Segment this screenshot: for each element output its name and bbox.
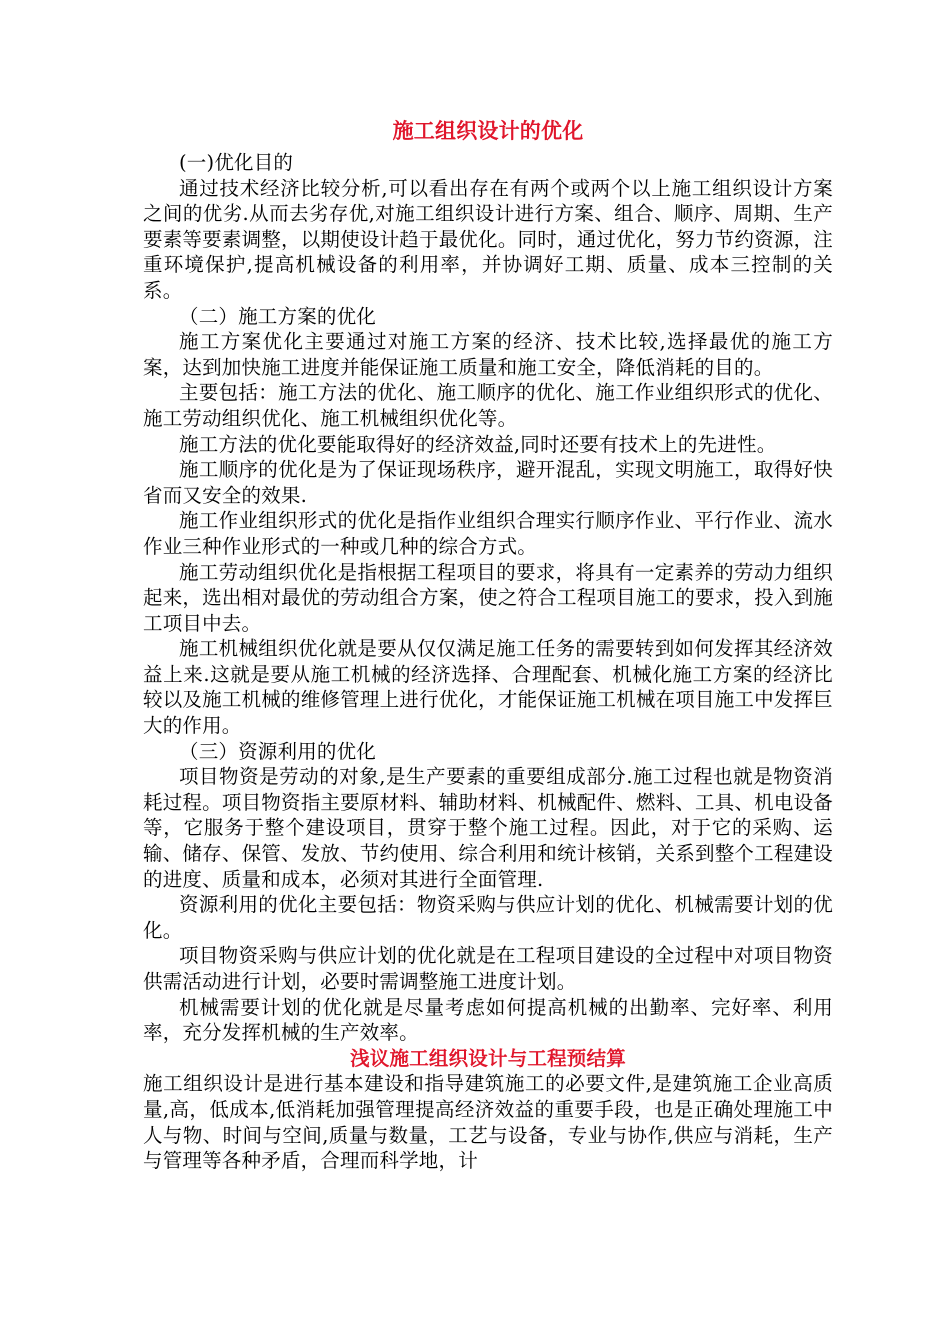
article-title: 浅议施工组织设计与工程预结算	[350, 1046, 626, 1070]
paragraph: 主要包括：施工方法的优化、施工顺序的优化、施工作业组织形式的优化、施工劳动组织优化、施工机械组织优化等。	[143, 381, 833, 430]
paragraph: 施工顺序的优化是为了保证现场秩序，避开混乱，实现文明施工，取得好快省而又安全的效果.	[143, 458, 833, 507]
paragraph: 施工机械组织优化就是要从仅仅满足施工任务的需要转到如何发挥其经济效益上来.这就是要从施工机械的经济选择、合理配套、机械化施工方案的经济比较以及施工机械的维修管理上进行优化，才能保证施工机械在项目施工中发挥巨大的作用。	[143, 637, 833, 738]
paragraph: 施工方案优化主要通过对施工方案的经济、技术比较,选择最优的施工方案，达到加快施工进度并能保证施工质量和施工安全，降低消耗的目的。	[143, 330, 833, 379]
document-body	[143, 150, 833, 1174]
paragraph: 施工劳动组织优化是指根据工程项目的要求，将具有一定素养的劳动力组织起来，选出相对最优的劳动组合方案，使之符合工程项目施工的要求，投入到施工项目中去。	[143, 560, 833, 635]
section-heading: （三）资源利用的优化	[179, 739, 377, 763]
paragraph: 施工组织设计是进行基本建设和指导建筑施工的必要文件,是建筑施工企业高质量,高，低成本,低消耗加强管理提高经济效益的重要手段，也是正确处理施工中人与物、时间与空间,质量与数量，工艺与设备，专业与协作,供应与消耗，生产与管理等各种矛盾，合理而科学地，计	[143, 1072, 833, 1173]
paragraph: 施工作业组织形式的优化是指作业组织合理实行顺序作业、平行作业、流水作业三种作业形式的一种或几种的综合方式。	[143, 509, 833, 558]
paragraph: 通过技术经济比较分析,可以看出存在有两个或两个以上施工组织设计方案之间的优劣.从而去劣存优,对施工组织设计进行方案、组合、顺序、周期、生产要素等要素调整，以期使设计趋于最优化。同时，通过优化，努力节约资源，注重环境保护,提高机械设备的利用率，并协调好工期、质量、成本三控制的关系。	[143, 176, 833, 302]
document-page	[143, 118, 833, 1174]
paragraph: 施工方法的优化要能取得好的经济效益,同时还要有技术上的先进性。	[179, 432, 777, 456]
paragraph: 项目物资是劳动的对象,是生产要素的重要组成部分.施工过程也就是物资消耗过程。项目物资指主要原材料、辅助材料、机械配件、燃料、工具、机电设备等，它服务于整个建设项目，贯穿于整个施工过程。因此，对于它的采购、运输、储存、保管、发放、节约使用、综合利用和统计核销，关系到整个工程建设的进度、质量和成本，必须对其进行全面管理.	[143, 765, 833, 891]
document-title: 施工组织设计的优化	[392, 118, 584, 143]
paragraph: 机械需要计划的优化就是尽量考虑如何提高机械的出勤率、完好率、利用率，充分发挥机械的生产效率。	[143, 995, 833, 1045]
section-heading: （二）施工方案的优化	[179, 304, 377, 328]
paragraph: 资源利用的优化主要包括：物资采购与供应计划的优化、机械需要计划的优化。	[143, 893, 833, 942]
section-heading: (一)优化目的	[179, 151, 294, 174]
paragraph: 项目物资采购与供应计划的优化就是在工程项目建设的全过程中对项目物资供需活动进行计划，必要时需调整施工进度计划。	[143, 944, 833, 993]
